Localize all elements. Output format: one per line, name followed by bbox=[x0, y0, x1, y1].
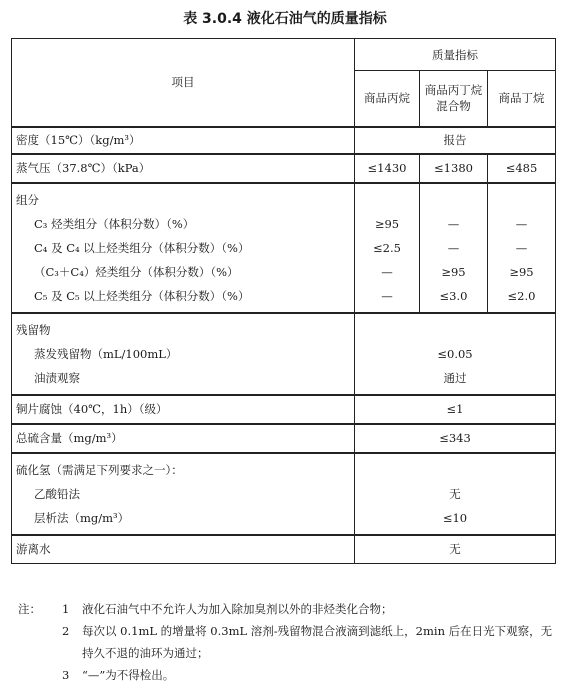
item-value: ≥95 bbox=[441, 264, 466, 279]
note-number: 2 bbox=[62, 624, 70, 638]
item-label: 层析法（mg/m³） bbox=[34, 510, 130, 525]
table-row-density bbox=[12, 127, 556, 154]
table-row-h2s bbox=[12, 453, 556, 535]
item-value: — bbox=[515, 216, 528, 231]
item-label: 油渍观察 bbox=[34, 370, 80, 385]
header-propane: 商品丙烷 bbox=[355, 71, 420, 127]
header-quality-index: 质量指标 bbox=[355, 39, 556, 71]
note-item bbox=[18, 598, 558, 620]
table-caption: 表 3.0.4 液化石油气的质量指标 bbox=[183, 11, 387, 27]
item-value: 无 bbox=[449, 486, 461, 501]
row-label: 铜片腐蚀（40℃，1h）（级） bbox=[12, 395, 355, 424]
table-notes bbox=[18, 598, 558, 686]
item-value: 通过 bbox=[443, 370, 467, 385]
note-text: “—”为不得检出。 bbox=[82, 668, 175, 682]
note-text: 每次以 0.1mL 的增量将 0.3mL 溶剂-残留物混合液滴到滤纸上，2min 后在日光下观察，无持久不退的油环为通过； bbox=[82, 624, 553, 660]
row-value: ≤1380 bbox=[420, 154, 488, 183]
item-label: 蒸发残留物（mL/100mL） bbox=[34, 346, 178, 361]
item-label: C₄ 及 C₄ 以上烃类组分（体积分数）（%） bbox=[34, 240, 250, 255]
item-value: ≤2.0 bbox=[507, 288, 536, 303]
item-value: — bbox=[447, 240, 460, 255]
item-label: C₃ 烃类组分（体积分数）（%） bbox=[34, 216, 195, 231]
note-item bbox=[18, 664, 558, 686]
table-row-total-sulfur bbox=[12, 424, 556, 453]
group-label: 硫化氢（需满足下列要求之一）： bbox=[16, 462, 183, 477]
row-label: 密度（15℃）（kg/m³） bbox=[12, 127, 355, 154]
header-butane: 商品丁烷 bbox=[488, 71, 556, 127]
table-row-free-water bbox=[12, 535, 556, 564]
group-label: 残留物 bbox=[16, 322, 51, 337]
quality-index-table bbox=[11, 38, 556, 564]
row-label: 游离水 bbox=[12, 535, 355, 564]
table-row-composition bbox=[12, 183, 556, 313]
item-value: — bbox=[515, 240, 528, 255]
row-value: ≤1 bbox=[355, 395, 556, 424]
item-value: ≤0.05 bbox=[437, 346, 473, 361]
note-number: 1 bbox=[62, 602, 70, 616]
item-value: ≤10 bbox=[442, 510, 468, 525]
row-value: ≤1430 bbox=[355, 154, 420, 183]
group-label: 组分 bbox=[16, 192, 39, 207]
item-value: ≥95 bbox=[374, 216, 400, 231]
header-propane-butane-mix: 商品丙丁烷混合物 bbox=[420, 71, 488, 127]
composition-labels bbox=[12, 183, 355, 313]
header-item: 项目 bbox=[12, 39, 355, 127]
row-label: 蒸气压（37.8℃）（kPa） bbox=[12, 154, 355, 183]
item-value: — bbox=[381, 288, 393, 303]
notes-prefix: 注： bbox=[18, 602, 41, 616]
table-row-residue bbox=[12, 313, 556, 395]
note-text: 液化石油气中不允许人为加入除加臭剂以外的非烃类化合物； bbox=[82, 602, 393, 616]
row-label: 总硫含量（mg/m³） bbox=[12, 424, 355, 453]
note-item bbox=[18, 620, 558, 664]
item-value: ≤3.0 bbox=[439, 288, 468, 303]
item-value: ≥95 bbox=[509, 264, 534, 279]
row-value: ≤343 bbox=[355, 424, 556, 453]
item-label: 乙酸铅法 bbox=[34, 486, 80, 501]
row-value: 无 bbox=[355, 535, 556, 564]
row-value: ≤485 bbox=[488, 154, 556, 183]
item-label: C₅ 及 C₅ 以上烃类组分（体积分数）（%） bbox=[34, 288, 250, 303]
row-value: 报告 bbox=[355, 127, 556, 154]
table-row-copper-corrosion bbox=[12, 395, 556, 424]
table-row-vapor-pressure bbox=[12, 154, 556, 183]
item-label: （C₃＋C₄）烃类组分（体积分数）（%） bbox=[34, 264, 239, 279]
note-number: 3 bbox=[62, 668, 70, 682]
item-value: — bbox=[447, 216, 460, 231]
item-value: ≤2.5 bbox=[373, 240, 401, 255]
item-value: — bbox=[381, 264, 393, 279]
